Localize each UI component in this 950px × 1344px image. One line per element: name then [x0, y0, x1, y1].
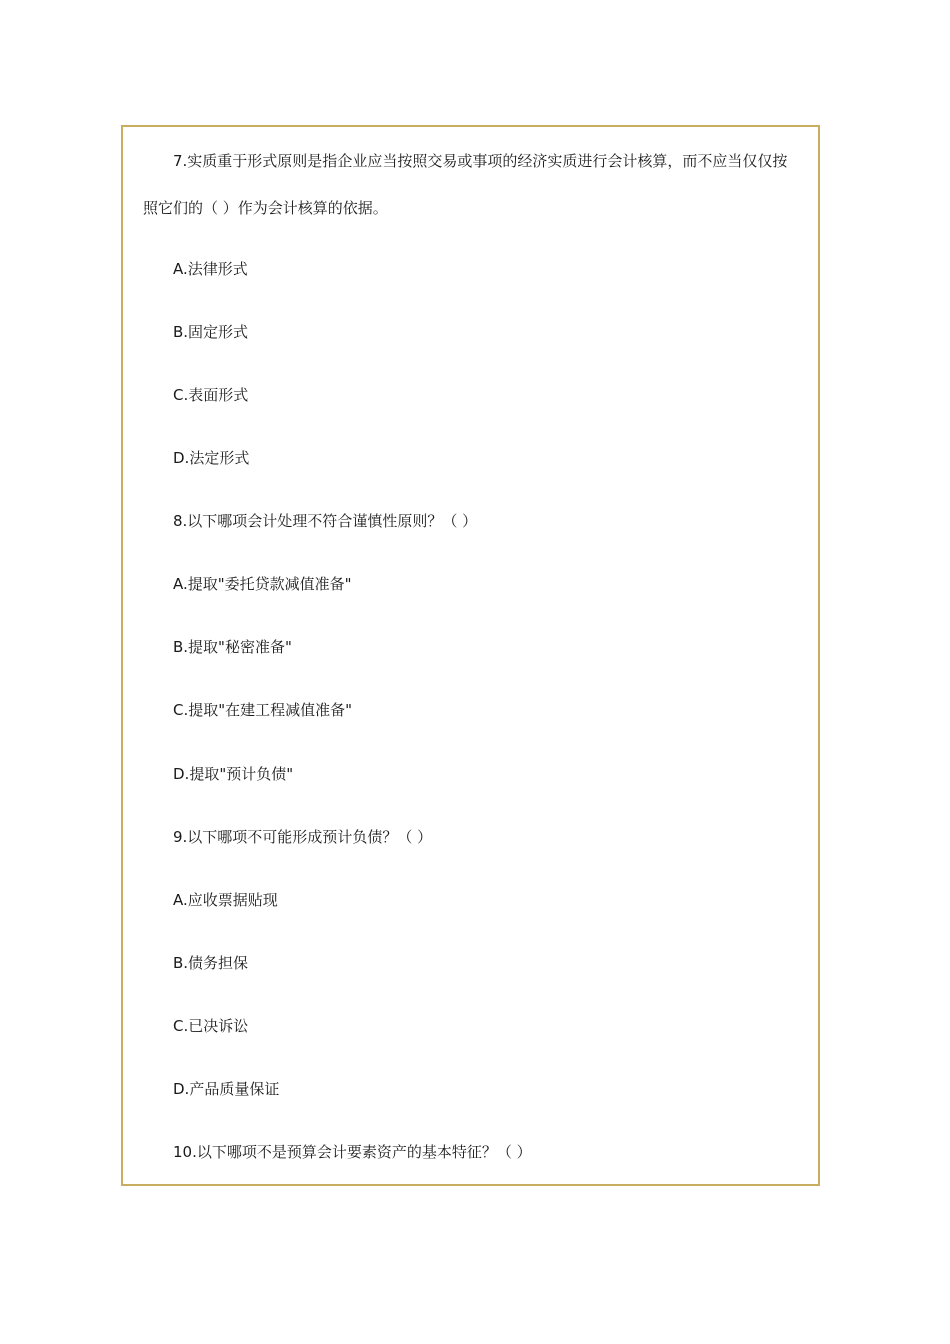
- question-9-option-b: B.债务担保: [173, 954, 249, 972]
- question-7-option-a: A.法律形式: [173, 260, 248, 278]
- question-7-option-c: C.表面形式: [173, 386, 249, 404]
- question-8-stem: 8.以下哪项会计处理不符合谨慎性原则？（ ）: [173, 512, 478, 530]
- question-9-option-c: C.已决诉讼: [173, 1017, 249, 1035]
- question-7-option-b: B.固定形式: [173, 323, 249, 341]
- question-7-stem-line-1: 7.实质重于形式原则是指企业应当按照交易或事项的经济实质进行会计核算，而不应当仅仅按: [173, 152, 788, 170]
- question-8-option-a: A.提取"委托贷款减值准备": [173, 575, 352, 593]
- question-10-stem: 10.以下哪项不是预算会计要素资产的基本特征？（ ）: [173, 1143, 532, 1161]
- question-9-option-a: A.应收票据贴现: [173, 891, 278, 909]
- question-7-option-d: D.法定形式: [173, 449, 250, 467]
- question-8-option-c: C.提取"在建工程减值准备": [173, 701, 353, 719]
- question-7-stem-line-2: 照它们的（ ）作为会计核算的依据。: [143, 199, 388, 217]
- question-8-option-d: D.提取"预计负债": [173, 765, 294, 783]
- question-8-option-b: B.提取"秘密准备": [173, 638, 292, 656]
- question-9-stem: 9.以下哪项不可能形成预计负债？（ ）: [173, 828, 433, 846]
- question-9-option-d: D.产品质量保证: [173, 1080, 280, 1098]
